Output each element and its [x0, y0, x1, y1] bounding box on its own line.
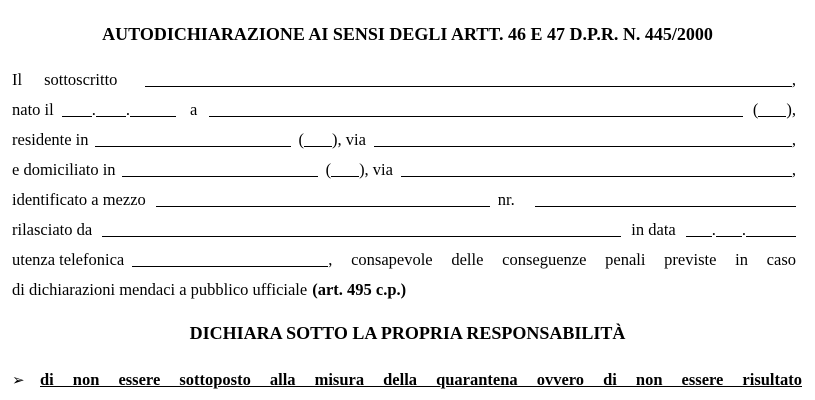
birth-day-blank[interactable]: [62, 101, 92, 117]
label-nr: nr.: [497, 190, 515, 209]
label-via-domicilio: ), via: [359, 160, 393, 179]
id-number-blank[interactable]: [535, 191, 796, 207]
label-via-residenza: ), via: [332, 130, 366, 149]
residence-province-blank[interactable]: [304, 131, 332, 147]
text-row-dichiarazioni: [12, 278, 796, 300]
document-title: AUTODICHIARAZIONE AI SENSI DEGLI ARTT. 46 E 47 D.P.R. N. 445/2000: [102, 24, 713, 44]
birth-province-blank[interactable]: [758, 101, 786, 117]
bullet-item: [12, 370, 802, 390]
label-residente-in: residente in: [12, 130, 89, 149]
field-row-nato: nato il . . a ( ),: [12, 100, 796, 119]
label-il: Il: [12, 70, 23, 89]
residence-city-blank[interactable]: [95, 131, 291, 147]
field-row-residente: residente in ( ), via ,: [12, 130, 796, 149]
arrow-bullet-icon: ➢: [12, 373, 25, 389]
residence-street-blank[interactable]: [374, 131, 792, 147]
field-row-domiciliato: e domiciliato in ( ), via ,: [12, 160, 796, 179]
label-utenza-telefonica: utenza telefonica: [12, 250, 125, 269]
label-in-data: in data: [631, 220, 676, 239]
field-row-rilasciato: rilasciato da in data . .: [12, 218, 796, 240]
label-rilasciato-da: rilasciato da: [12, 220, 93, 239]
id-document-blank[interactable]: [156, 191, 490, 207]
domicile-street-blank[interactable]: [401, 161, 792, 177]
domicile-province-blank[interactable]: [331, 161, 359, 177]
label-nato-il: nato il: [12, 100, 54, 119]
issue-year-blank[interactable]: [746, 221, 796, 237]
dichiarazioni-text: di dichiarazioni mendaci a pubblico ufficiale: [12, 280, 308, 299]
sottoscritto-blank[interactable]: [145, 71, 791, 87]
field-row-identificato: [12, 188, 796, 210]
field-row-sottoscritto: Il sottoscritto ,: [12, 70, 796, 89]
art-495-ref: (art. 495 c.p.): [312, 280, 407, 299]
field-row-telefono: [12, 248, 796, 270]
label-a: a: [189, 100, 198, 119]
section-title: DICHIARA SOTTO LA PROPRIA RESPONSABILITÀ: [189, 323, 626, 343]
domicile-city-blank[interactable]: [122, 161, 318, 177]
issued-by-blank[interactable]: [102, 221, 621, 237]
birth-year-blank[interactable]: [130, 101, 176, 117]
issue-day-blank[interactable]: [686, 221, 712, 237]
issue-month-blank[interactable]: [716, 221, 742, 237]
bullet-text: di non essere sottoposto alla misura della quarantena ovvero di non essere risultato: [40, 370, 802, 389]
label-sottoscritto: sottoscritto: [44, 70, 118, 89]
phone-blank[interactable]: [132, 251, 328, 267]
label-domiciliato-in: e domiciliato in: [12, 160, 116, 179]
consapevole-text: , consapevole delle conseguenze penali previste in caso: [328, 250, 796, 269]
birth-month-blank[interactable]: [96, 101, 126, 117]
birth-place-blank[interactable]: [209, 101, 743, 117]
label-identificato: identificato a mezzo: [12, 190, 146, 209]
